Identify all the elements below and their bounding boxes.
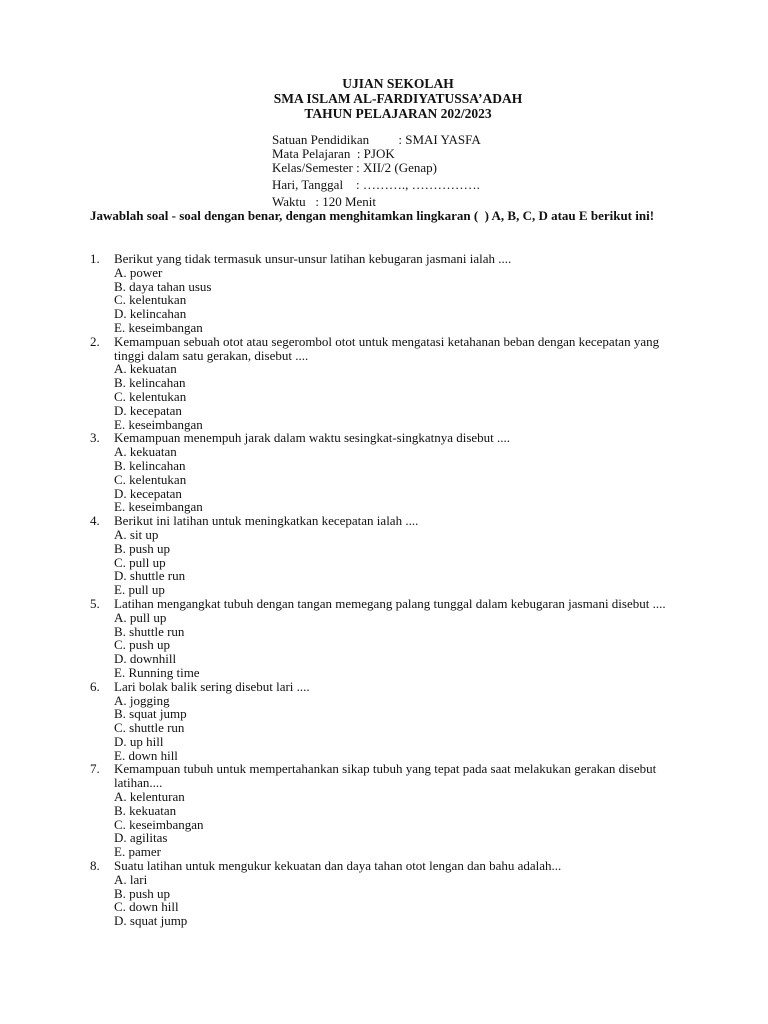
answer-options [114,694,680,763]
answer-option[interactable]: B. squat jump [114,706,187,722]
question-item [90,597,680,680]
answer-option[interactable]: D. squat jump [114,913,188,929]
exam-info [272,133,481,209]
instruction-text: Jawablah soal - soal dengan benar, dengan menghitamkan lingkaran ( ) A, B, C, D atau E berikut ini! [90,208,655,223]
answer-option[interactable]: A. jogging [114,692,170,708]
question-item [90,431,680,514]
question-number: 2. [90,333,100,349]
exam-header [0,76,768,121]
answer-options [114,445,680,514]
answer-option[interactable]: B. shuttle run [114,623,185,639]
answer-option[interactable]: A. pull up [114,609,167,625]
answer-option[interactable]: B. daya tahan usus [114,278,212,294]
question-number: 4. [90,513,100,529]
question-number: 6. [90,678,100,694]
answer-option[interactable]: C. pull up [114,554,166,570]
answer-option[interactable]: E. keseimbangan [114,416,203,432]
answer-option[interactable]: C. kelentukan [114,388,187,404]
answer-option[interactable]: D. kelincahan [114,306,187,322]
info-subject: Mata Pelajaran : PJOK [272,146,395,161]
question-number: 5. [90,595,100,611]
answer-option[interactable]: D. kecepatan [114,402,182,418]
answer-option[interactable]: B. push up [114,540,170,556]
question-number: 1. [90,251,100,266]
answer-option[interactable]: C. push up [114,637,170,653]
answer-option[interactable]: B. kekuatan [114,802,177,818]
question-number: 3. [90,430,100,446]
answer-option[interactable]: C. down hill [114,899,179,915]
answer-option[interactable]: A. power [114,264,163,280]
question-item [90,859,680,928]
answer-option[interactable]: C. keseimbangan [114,816,204,832]
answer-option[interactable]: D. up hill [114,733,164,749]
answer-option[interactable]: A. lari [114,871,148,887]
answer-option[interactable]: A. kelenturan [114,789,185,805]
answer-options [114,611,680,680]
question-item [90,680,680,763]
question-item [90,252,680,335]
question-text: Kemampuan menempuh jarak dalam waktu sesingkat-singkatnya disebut .... [114,430,511,446]
answer-option[interactable]: E. keseimbangan [114,319,203,335]
answer-option[interactable]: B. kelincahan [114,457,186,473]
answer-option[interactable]: B. push up [114,885,170,901]
answer-option[interactable]: D. downhill [114,651,177,667]
info-education-unit: Satuan Pendidikan : SMAI YASFA [272,132,481,147]
answer-option[interactable]: C. kelentukan [114,471,187,487]
answer-options [114,266,680,335]
question-text: Kemampuan tubuh untuk mempertahankan sikap tubuh yang tepat pada saat melakukan gerakan disebut latihan.... [114,761,657,791]
question-number: 8. [90,858,100,874]
header-school: SMA ISLAM AL-FARDIYATUSSA’ADAH [273,91,523,106]
info-time: Waktu : 120 Menit [272,194,377,209]
question-text: Berikut yang tidak termasuk unsur-unsur latihan kebugaran jasmani ialah .... [114,251,512,266]
answer-option[interactable]: A. kekuatan [114,361,177,377]
question-text: Lari bolak balik sering disebut lari .... [114,678,310,694]
answer-option[interactable]: A. kekuatan [114,444,177,460]
question-text: Latihan mengangkat tubuh dengan tangan memegang palang tunggal dalam kebugaran jasmani disebut .... [114,595,666,611]
header-year: TAHUN PELAJARAN 202/2023 [304,106,492,121]
answer-option[interactable]: E. down hill [114,747,178,763]
answer-option[interactable]: E. pull up [114,582,165,598]
answer-option[interactable]: B. kelincahan [114,375,186,391]
info-class-semester: Kelas/Semester : XII/2 (Genap) [272,160,437,175]
answer-options [114,873,680,928]
answer-option[interactable]: D. shuttle run [114,568,186,584]
answer-option[interactable]: C. kelentukan [114,292,187,308]
question-text: Berikut ini latihan untuk meningkatkan kecepatan ialah .... [114,513,419,529]
question-item [90,335,680,432]
answer-options [114,362,680,431]
question-text: Suatu latihan untuk mengukur kekuatan dan daya tahan otot lengan dan bahu adalah... [114,858,562,874]
question-text: Kemampuan sebuah otot atau segerombol otot untuk mengatasi ketahanan beban dengan kecepatan yang tinggi dalam satu gerakan, disebut .... [114,333,660,363]
answer-option[interactable]: D. agilitas [114,830,168,846]
answer-options [114,790,680,859]
question-list [90,252,680,928]
info-day-date: Hari, Tanggal : ………., ……………. [272,177,480,192]
answer-option[interactable]: E. Running time [114,664,200,680]
answer-option[interactable]: D. kecepatan [114,485,182,501]
question-item [90,762,680,859]
answer-option[interactable]: A. sit up [114,526,159,542]
answer-option[interactable]: C. shuttle run [114,720,185,736]
header-title: UJIAN SEKOLAH [342,76,454,91]
answer-option[interactable]: E. pamer [114,844,161,860]
answer-option[interactable]: E. keseimbangan [114,499,203,515]
question-number: 7. [90,761,100,777]
answer-options [114,528,680,597]
question-item [90,514,680,597]
